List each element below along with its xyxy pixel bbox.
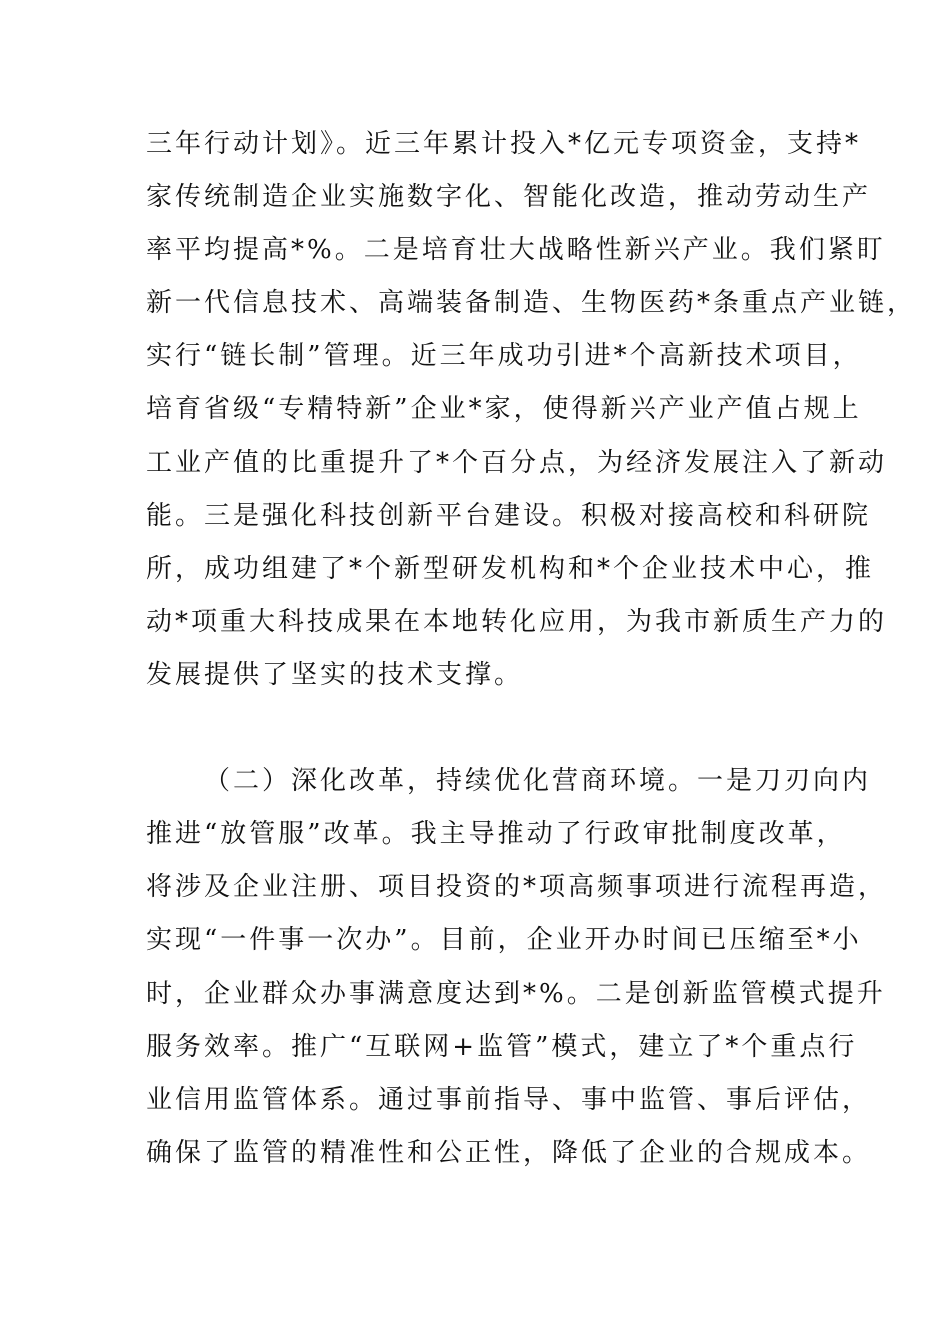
text-line: 将涉及企业注册、项目投资的*项高频事项进行流程再造，: [146, 872, 888, 903]
text-line: 发展提供了坚实的技术支撑。: [146, 659, 524, 690]
text-line: 能。三是强化科技创新平台建设。积极对接高校和科研院: [146, 500, 872, 531]
text-line: 业信用监管体系。通过事前指导、事中监管、事后评估，: [146, 1084, 872, 1115]
paragraph-gap: [146, 702, 826, 755]
text-line: 确保了监管的精准性和公正性，降低了企业的合规成本。: [146, 1137, 872, 1168]
text-line: 新一代信息技术、高端装备制造、生物医药*条重点产业链，: [146, 288, 917, 319]
text-line: 实行“链长制”管理。近三年成功引进*个高新技术项目，: [146, 341, 862, 372]
text-line: 实现“一件事一次办”。目前，企业开办时间已压缩至*小: [146, 925, 862, 956]
text-line: 率平均提高*%。二是培育壮大战略性新兴产业。我们紧盯: [146, 235, 886, 266]
text-line: 时，企业群众办事满意度达到*%。二是创新监管模式提升: [146, 978, 886, 1009]
text-line: 服务效率。推广“互联网+监管”模式，建立了*个重点行: [146, 1031, 858, 1062]
text-line: 培育省级“专精特新”企业*家，使得新兴产业产值占规上: [146, 394, 862, 425]
text-line: 工业产值的比重提升了*个百分点，为经济发展注入了新动: [146, 447, 888, 478]
text-line: 三年行动计划》。近三年累计投入*亿元专项资金，支持*: [146, 129, 862, 159]
text-line: 推进“放管服”改革。我主导推动了行政审批制度改革，: [146, 819, 846, 850]
text-line: 所，成功组建了*个新型研发机构和*个企业技术中心，推: [146, 553, 875, 584]
section-heading-line: （二）深化改革，持续优化营商环境。一是刀刃向内: [204, 766, 872, 797]
text-line: 动*项重大科技成果在本地转化应用，为我市新质生产力的: [146, 606, 888, 637]
document-body: [146, 118, 917, 1180]
text-line: 家传统制造企业实施数字化、智能化改造，推动劳动生产: [146, 182, 872, 213]
